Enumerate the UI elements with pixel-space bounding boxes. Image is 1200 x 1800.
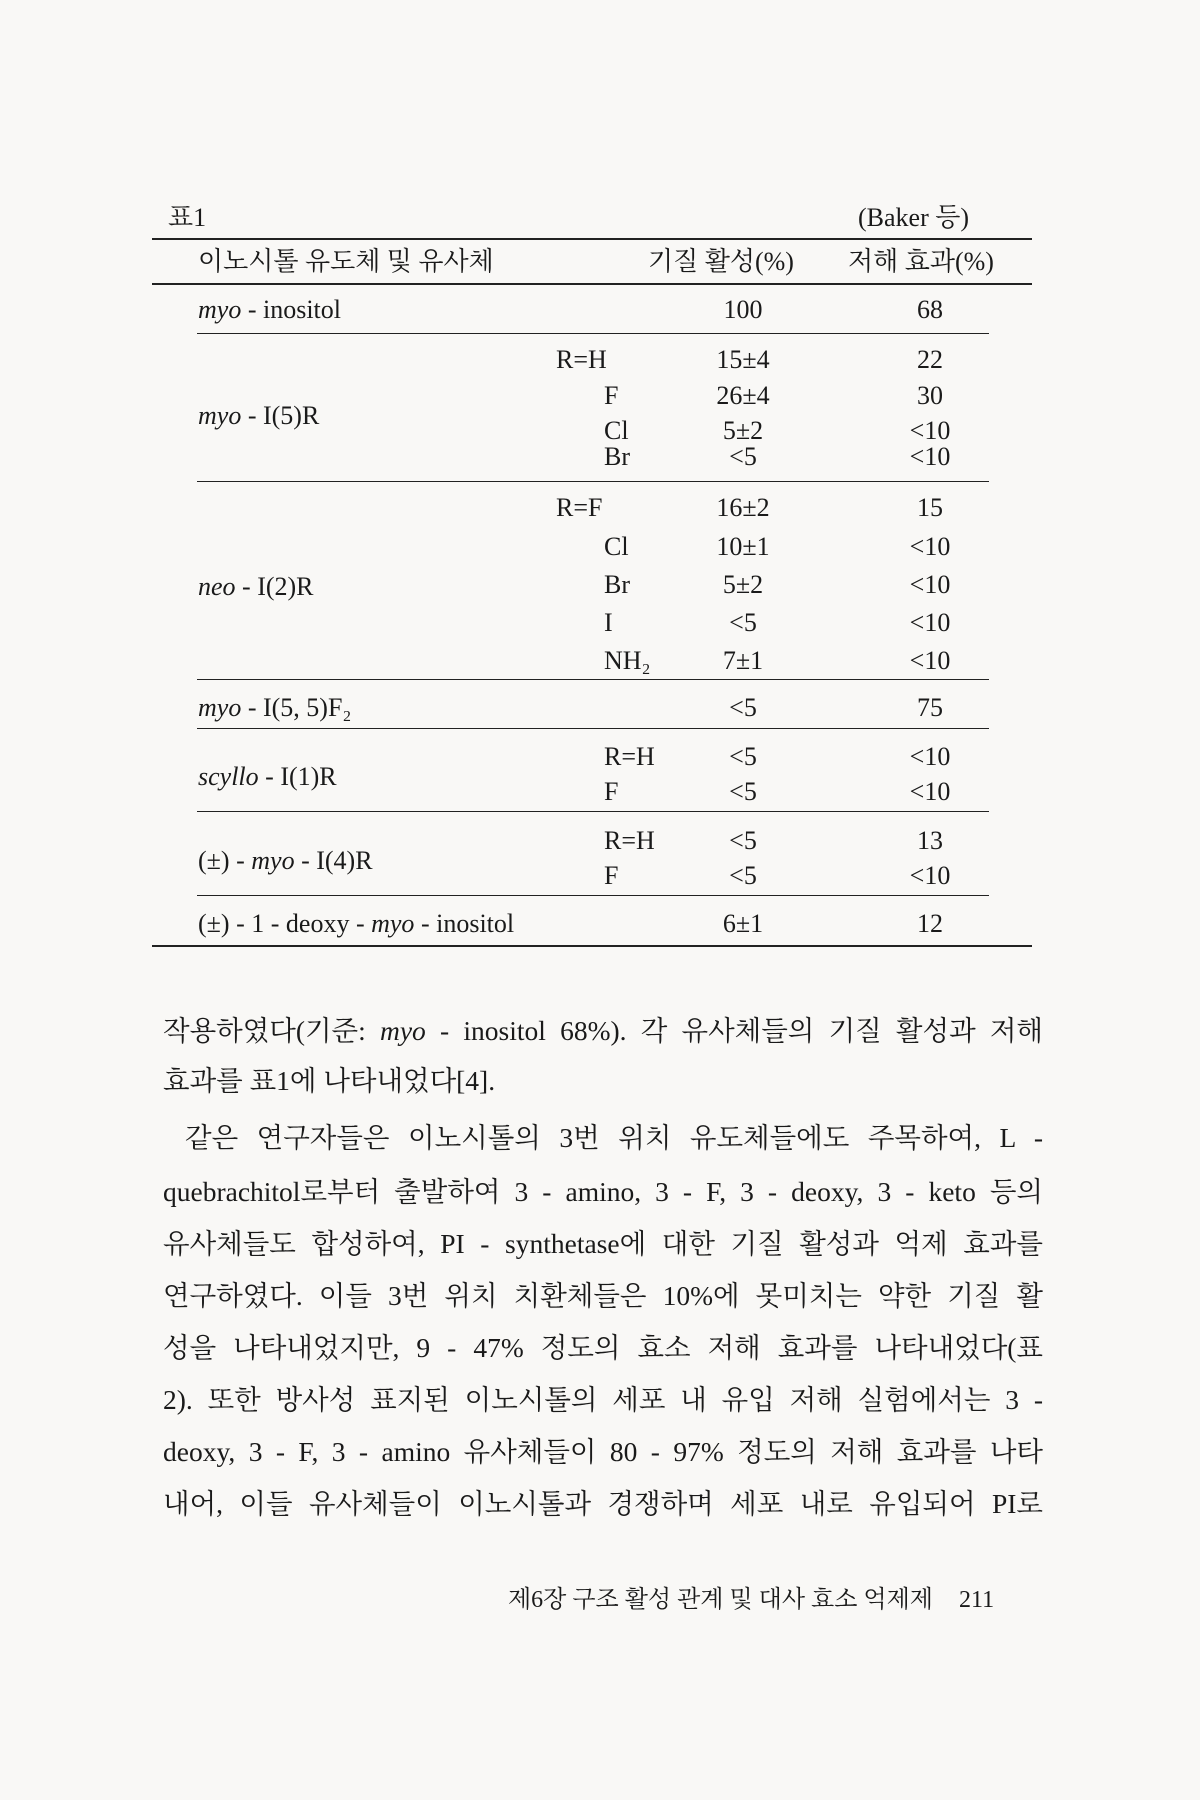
table-top-rule	[152, 238, 1032, 240]
substituent: R=H	[604, 826, 655, 855]
group-divider	[197, 333, 989, 334]
substituent: NH₂	[604, 646, 651, 675]
activity-value: 7±1	[722, 646, 764, 675]
table-bottom-rule	[152, 945, 1032, 947]
substituent: Br	[604, 442, 630, 471]
inhibition-value: <10	[909, 777, 951, 806]
substituent: Cl	[604, 416, 629, 445]
inhibition-value: 68	[917, 295, 943, 324]
inhibition-value: <10	[909, 742, 951, 771]
text-line: 작용하였다(기준: myo - inositol 68%). 각 유사체들의 기질 활성과 저해	[163, 1015, 1043, 1046]
activity-value: 26±4	[716, 381, 770, 410]
substituent: R=H	[604, 742, 655, 771]
inhibition-value: <10	[909, 442, 951, 471]
activity-value: 5±2	[722, 570, 764, 599]
group-divider	[197, 728, 989, 729]
inhibition-value: <10	[909, 861, 951, 890]
activity-value: 100	[723, 295, 763, 324]
activity-value: <5	[729, 777, 757, 806]
substituent: R=F	[556, 493, 603, 522]
substituent: Br	[604, 570, 630, 599]
activity-value: <5	[729, 861, 757, 890]
activity-value: 16±2	[716, 493, 770, 522]
group-divider	[197, 895, 989, 896]
inhibition-value: <10	[909, 646, 951, 675]
group-divider	[197, 811, 989, 812]
inhibition-value: <10	[909, 608, 951, 637]
inhibition-value: 13	[917, 826, 943, 855]
compound-name: (±) - myo - I(4)R	[198, 846, 373, 875]
text-line: quebrachitol로부터 출발하여 3 - amino, 3 - F, 3 - deoxy, 3 - keto 등의	[163, 1176, 1043, 1207]
inhibition-value: <10	[909, 532, 951, 561]
substituent: F	[604, 861, 619, 890]
inhibition-value: 75	[917, 693, 943, 722]
inhibition-value: <10	[909, 416, 951, 445]
activity-value: <5	[729, 608, 757, 637]
compound-name: myo - I(5)R	[198, 401, 320, 430]
substituent: F	[604, 777, 619, 806]
activity-value: 15±4	[716, 345, 770, 374]
activity-value: 10±1	[716, 532, 770, 561]
substituent: R=H	[556, 345, 607, 374]
inhibition-value: <10	[909, 570, 951, 599]
table-source: (Baker 등)	[858, 203, 970, 232]
header-compound: 이노시톨 유도체 및 유사체	[198, 247, 494, 276]
activity-value: <5	[729, 693, 757, 722]
inhibition-value: 12	[917, 909, 943, 938]
inhibition-value: 30	[917, 381, 943, 410]
text-line: deoxy, 3 - F, 3 - amino 유사체들이 80 - 97% 정도의 저해 효과를 나타	[163, 1436, 1043, 1467]
table-header-rule	[152, 283, 1032, 285]
compound-name: scyllo - I(1)R	[198, 762, 337, 791]
text-line: 같은 연구자들은 이노시톨의 3번 위치 유도체들에도 주목하여, L -	[185, 1122, 1043, 1153]
chapter-title: 제6장 구조 활성 관계 및 대사 효소 억제제	[508, 1587, 933, 1613]
activity-value: <5	[729, 826, 757, 855]
text-line: 유사체들도 합성하여, PI - synthetase에 대한 기질 활성과 억제 효과를	[163, 1228, 1043, 1259]
activity-value: 6±1	[722, 909, 764, 938]
compound-name: myo - I(5, 5)F₂	[198, 693, 352, 722]
group-divider	[197, 679, 989, 680]
table-caption: 표1	[168, 203, 207, 232]
header-inhibition: 저해 효과(%)	[848, 247, 994, 276]
inhibition-value: 22	[917, 345, 943, 374]
activity-value: <5	[729, 442, 757, 471]
substituent: Cl	[604, 532, 629, 561]
compound-name: myo - inositol	[198, 295, 341, 324]
running-footer	[508, 1579, 994, 1614]
group-divider	[197, 481, 989, 482]
substituent: F	[604, 381, 619, 410]
substituent: I	[604, 608, 613, 637]
text-line: 성을 나타내었지만, 9 - 47% 정도의 효소 저해 효과를 나타내었다(표	[163, 1332, 1043, 1363]
text-line: 연구하였다. 이들 3번 위치 치환체들은 10%에 못미치는 약한 기질 활	[163, 1280, 1043, 1311]
text-line: 2). 또한 방사성 표지된 이노시톨의 세포 내 유입 저해 실험에서는 3 -	[163, 1384, 1043, 1415]
inhibition-value: 15	[917, 493, 943, 522]
text-line: 효과를 표1에 나타내었다[4].	[163, 1065, 496, 1096]
compound-name: (±) - 1 - deoxy - myo - inositol	[198, 909, 515, 938]
activity-value: <5	[729, 742, 757, 771]
text-line: 내어, 이들 유사체들이 이노시톨과 경쟁하며 세포 내로 유입되어 PI로	[163, 1488, 1043, 1519]
header-activity: 기질 활성(%)	[648, 247, 794, 276]
page-number: 211	[958, 1587, 995, 1613]
activity-value: 5±2	[722, 416, 764, 445]
compound-name: neo - I(2)R	[198, 572, 314, 601]
